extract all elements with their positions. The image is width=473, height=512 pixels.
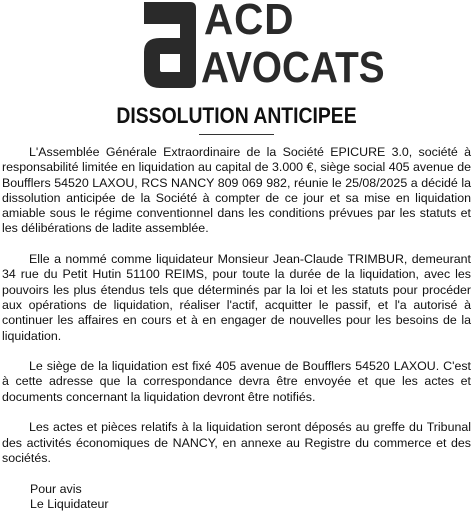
logo-text-acd: ACD xyxy=(204,0,295,44)
signature-line-2: Le Liquidateur xyxy=(30,496,109,511)
paragraph-dissolution: L'Assemblée Générale Extraordinaire de la Société EPICURE 3.0, société à responsabilité limitée en liquidation au capital de 3.000 €, siège social 405 avenue de Boufflers 54520 LAXOU, RCS NANCY 809 069 982, réunie le 25/08/2025 a décidé la dissolution anticipée de la Société à compter de ce jour et sa mise en liquidation amiable sous le régime conventionnel dans les conditions prévues par les statuts et les délibérations de ladite assemblée. xyxy=(2,145,471,236)
paragraph-seat: Le siège de la liquidation est fixé 405 avenue de Boufflers 54520 LAXOU. C'est à cette adresse que la correspondance devra être envoyée et que les actes et documents concernant la liquidation devront être notifiés. xyxy=(2,359,471,404)
acd-logo-mark-icon xyxy=(140,2,196,88)
notice-title: DISSOLUTION ANTICIPEE xyxy=(116,103,357,128)
logo-text-avocats: AVOCATS xyxy=(201,43,385,92)
notice-body xyxy=(2,145,471,512)
title-underline xyxy=(199,134,274,135)
paragraph-liquidator: Elle a nommé comme liquidateur Monsieur Jean-Claude TRIMBUR, demeurant 34 rue du Petit Hutin 51100 REIMS, pour toute la durée de la liquidation, avec les pouvoirs les plus étendus tels que déterminés par la loi et les statuts pour procéder aux opérations de liquidation, réaliser l'actif, acquitter le passif, et l'a autorisé à continuer les affaires en cours et à en engager de nouvelles pour les besoins de la liquidation. xyxy=(2,252,471,343)
paragraph-filing: Les actes et pièces relatifs à la liquidation seront déposés au greffe du Tribunal des activités économiques de NANCY, en annexe au Registre du commerce et des sociétés. xyxy=(2,420,471,465)
signature-line-1: Pour avis xyxy=(30,481,82,496)
acd-avocats-logo xyxy=(138,0,385,94)
